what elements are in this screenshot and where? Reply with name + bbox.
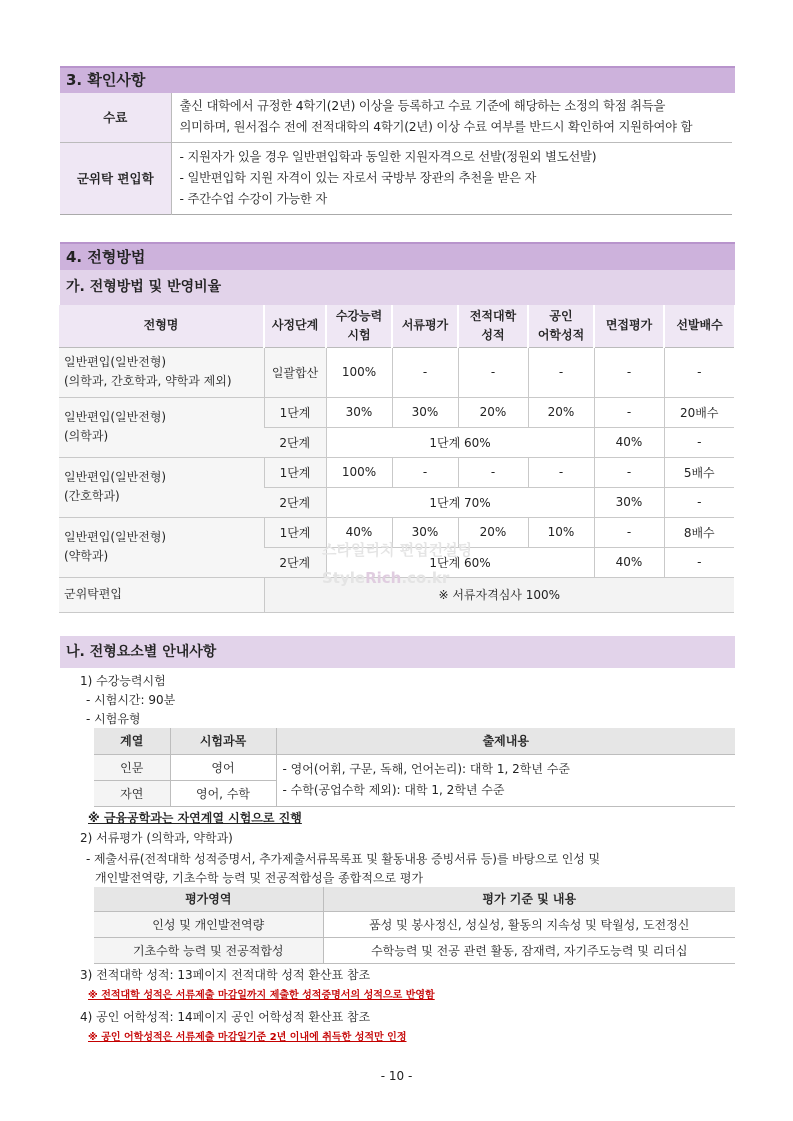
- subject-cell: 영어, 수학: [170, 780, 276, 806]
- value-cell: -: [594, 397, 664, 427]
- value-cell: 20%: [528, 397, 594, 427]
- col-header: 수강능력 시험: [326, 305, 392, 347]
- stage-cell: 2단계: [264, 547, 326, 577]
- table-row: [59, 397, 734, 427]
- value-cell: -: [392, 457, 458, 487]
- merged-value-cell: 1단계 70%: [326, 487, 594, 517]
- admission-name: 일반편입(일반전형) (의학과): [59, 397, 264, 457]
- value-cell: -: [392, 347, 458, 397]
- value-cell: 40%: [594, 427, 664, 457]
- value-cell: 30%: [326, 397, 392, 427]
- value-cell: -: [664, 347, 734, 397]
- col-header: 출제내용: [276, 728, 735, 754]
- value-cell: -: [528, 457, 594, 487]
- note-language: ※ 공인 어학성적은 서류제출 마감일기준 2년 이내에 취득한 성적만 인정: [88, 1032, 407, 1043]
- stage-cell: 1단계: [264, 397, 326, 427]
- value-cell: -: [594, 457, 664, 487]
- table-row: [59, 577, 734, 612]
- col-header: 전적대학 성적: [458, 305, 528, 347]
- stage-cell: 1단계: [264, 517, 326, 547]
- value-cell: -: [594, 347, 664, 397]
- item-1-time: - 시험시간: 90분: [86, 693, 176, 707]
- row-label: 수료: [60, 93, 171, 142]
- value-cell: 40%: [594, 547, 664, 577]
- col-header: 평가 기준 및 내용: [323, 887, 735, 911]
- item-4: 4) 공인 어학성적: 14페이지 공인 어학성적 환산표 참조: [80, 1010, 371, 1024]
- group-cell: 인문: [94, 754, 170, 780]
- value-cell: 30%: [392, 517, 458, 547]
- table-row: [60, 142, 732, 214]
- value-cell: 10%: [528, 517, 594, 547]
- content-line: - 일반편입학 지원 자격이 있는 자로서 국방부 장관의 추천을 받은 자: [179, 170, 537, 185]
- criteria-cell: 품성 및 봉사정신, 성실성, 활동의 지속성 및 탁월성, 도전정신: [323, 911, 735, 937]
- value-cell: -: [528, 347, 594, 397]
- value-cell: -: [594, 517, 664, 547]
- col-header: 전형명: [59, 305, 264, 347]
- exam-desc-cell: - 영어(어휘, 구문, 독해, 언어논리): 대학 1, 2학년 수준 - 수학(공업수학 제외): 대학 1, 2학년 수준: [276, 754, 735, 806]
- table-header-row: [94, 728, 735, 754]
- subsection-b-title: 나. 전형요소별 안내사항: [60, 636, 735, 668]
- page-number: - 10 -: [380, 1069, 413, 1083]
- item-2-desc: - 제출서류(전적대학 성적증명서, 추가제출서류목록표 및 활동내용 증빙서류 등)를 바탕으로 인성 및: [86, 852, 600, 866]
- stage-cell: 1단계: [264, 457, 326, 487]
- table-header-row: [59, 305, 734, 347]
- admission-name: 일반편입(일반전형) (약학과): [59, 517, 264, 577]
- value-cell: 5배수: [664, 457, 734, 487]
- col-header: 시험과목: [170, 728, 276, 754]
- merged-value-cell: 1단계 60%: [326, 427, 594, 457]
- area-cell: 기초수학 능력 및 전공적합성: [94, 937, 323, 963]
- exam-type-table: [94, 728, 735, 807]
- method-table: [59, 305, 734, 613]
- item-2: 2) 서류평가 (의학과, 약학과): [80, 831, 233, 845]
- row-label: 군위탁 편입학: [60, 142, 171, 214]
- value-cell: 100%: [326, 457, 392, 487]
- table-row: [59, 347, 734, 397]
- stage-cell: 2단계: [264, 427, 326, 457]
- section-3-title: 3. 확인사항: [60, 66, 735, 93]
- confirmation-table: [60, 93, 732, 215]
- item-2-desc: 개인발전역량, 기초수학 능력 및 전공적합성을 종합적으로 평가: [95, 871, 424, 885]
- value-cell: 30%: [594, 487, 664, 517]
- col-header: 면접평가: [594, 305, 664, 347]
- col-header: 계열: [94, 728, 170, 754]
- value-cell: 20%: [458, 517, 528, 547]
- value-cell: -: [458, 457, 528, 487]
- value-cell: 8배수: [664, 517, 734, 547]
- note-transcript: ※ 전적대학 성적은 서류제출 마감일까지 제출한 성적증명서의 성적으로 반영함: [88, 990, 435, 1001]
- value-cell: 30%: [392, 397, 458, 427]
- note-finance: ※ 금융공학과는 자연계열 시험으로 진행: [88, 811, 302, 825]
- value-cell: -: [664, 547, 734, 577]
- value-cell: 20%: [458, 397, 528, 427]
- admission-name: 일반편입(일반전형) (의학과, 간호학과, 약학과 제외): [59, 347, 264, 397]
- table-row: [94, 911, 735, 937]
- merged-value-cell: ※ 서류자격심사 100%: [264, 577, 734, 612]
- table-row: [60, 93, 732, 142]
- col-header: 평가영역: [94, 887, 323, 911]
- subject-cell: 영어: [170, 754, 276, 780]
- watermark-line: 스타일리치 편입컨설팅: [322, 541, 473, 559]
- admission-name: 일반편입(일반전형) (간호학과): [59, 457, 264, 517]
- criteria-cell: 수학능력 및 전공 관련 활동, 잠재력, 자기주도능력 및 리더십: [323, 937, 735, 963]
- section-4-title: 4. 전형방법: [60, 242, 735, 270]
- value-cell: -: [664, 427, 734, 457]
- watermark-line: StyleRich.co.kr: [322, 569, 450, 587]
- item-1-type: - 시험유형: [86, 712, 141, 726]
- col-header: 공인 어학성적: [528, 305, 594, 347]
- value-cell: 20배수: [664, 397, 734, 427]
- col-header: 사정단계: [264, 305, 326, 347]
- content-line: 의미하며, 원서접수 전에 전적대학의 4학기(2년) 이상 수료 여부를 반드시 확인하여 지원하여야 함: [179, 120, 693, 135]
- row-content: [171, 142, 732, 214]
- value-cell: 40%: [326, 517, 392, 547]
- item-1: 1) 수강능력시험: [80, 674, 166, 688]
- content-line: - 주간수업 수강이 가능한 자: [179, 191, 328, 206]
- table-row: [94, 937, 735, 963]
- content-line: - 지원자가 있을 경우 일반편입학과 동일한 지원자격으로 선발(정원외 별도선발): [179, 149, 597, 164]
- group-cell: 자연: [94, 780, 170, 806]
- table-row: [59, 457, 734, 487]
- col-header: 서류평가: [392, 305, 458, 347]
- table-row: [94, 754, 735, 780]
- admission-name: 군위탁편입: [59, 577, 264, 612]
- content-line: 출신 대학에서 규정한 4학기(2년) 이상을 등록하고 수료 기준에 해당하는 소정의 학점 취득을: [179, 99, 666, 114]
- value-cell: -: [664, 487, 734, 517]
- value-cell: 100%: [326, 347, 392, 397]
- value-cell: -: [458, 347, 528, 397]
- table-row: [59, 517, 734, 547]
- merged-value-cell: 1단계 60%: [326, 547, 594, 577]
- item-3: 3) 전적대학 성적: 13페이지 전적대학 성적 환산표 참조: [80, 968, 371, 982]
- table-header-row: [94, 887, 735, 911]
- stage-cell: 2단계: [264, 487, 326, 517]
- row-content: [171, 93, 732, 142]
- area-cell: 인성 및 개인발전역량: [94, 911, 323, 937]
- stage-cell: 일괄합산: [264, 347, 326, 397]
- col-header: 선발배수: [664, 305, 734, 347]
- document-eval-table: [94, 887, 735, 964]
- subsection-a-title: 가. 전형방법 및 반영비율: [60, 270, 735, 305]
